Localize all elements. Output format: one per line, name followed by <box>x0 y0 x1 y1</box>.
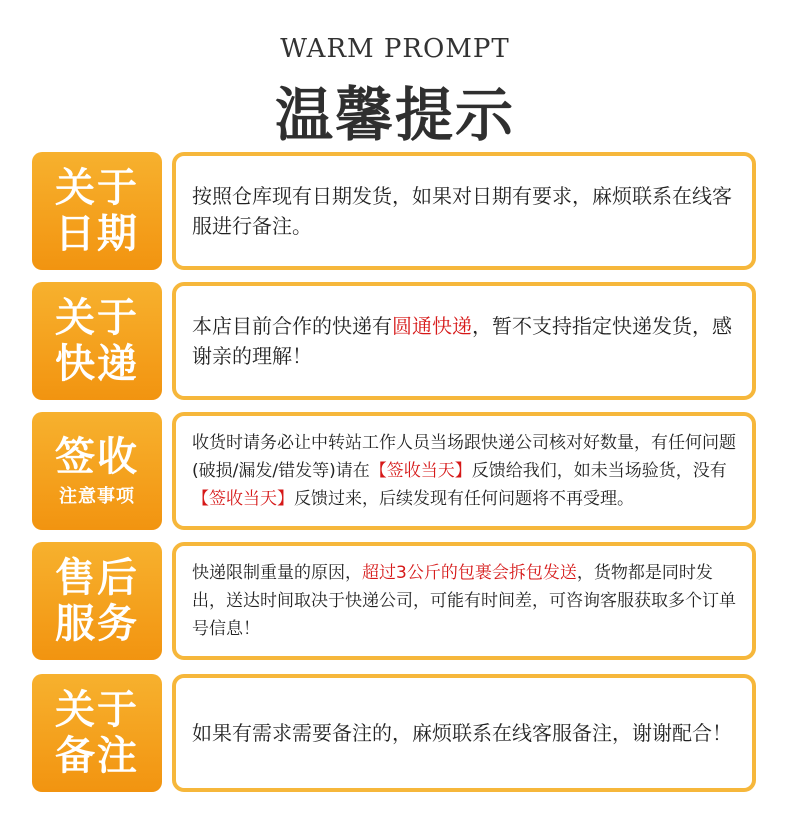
tag-line1: 售后 <box>55 554 139 601</box>
notice-box-aftersales <box>172 542 756 660</box>
highlight-signing-day: 【签收当天】 <box>369 461 472 481</box>
tag-line2: 备注 <box>55 732 139 779</box>
notice-text-part: 按照仓库现有日期发货，如果对日期有要求，麻烦联系在线客服进行备注。 <box>192 184 732 238</box>
highlight-courier: 圆通快递 <box>392 314 472 338</box>
notice-text-part: 快递限制重量的原因， <box>192 563 362 583</box>
tag-receipt <box>32 412 162 530</box>
tag-small: 注意事项 <box>59 486 135 507</box>
notice-box-express <box>172 282 756 400</box>
tag-express <box>32 282 162 400</box>
notice-box-receipt <box>172 412 756 530</box>
notice-text-part: 收货时请务必让中转站工作人员当场跟快递公司核对好数量，有任何问题(破损/漏发/错发等)请在 <box>192 433 736 481</box>
tag-line2: 日期 <box>55 210 139 257</box>
notice-row-date <box>32 152 756 270</box>
notice-text-part: ，暂不支持指定快递发货，感谢亲的理解！ <box>192 314 732 368</box>
notice-text-part: 本店目前合作的快递有 <box>192 314 392 338</box>
tag-date <box>32 152 162 270</box>
highlight-weight-limit: 超过3公斤的包裹会拆包发送 <box>362 563 577 583</box>
tag-line1: 关于 <box>55 164 139 211</box>
notice-text-part: 反馈给我们，如未当场验货，没有 <box>471 461 727 481</box>
tag-line2: 服务 <box>55 600 139 647</box>
tag-aftersales <box>32 542 162 660</box>
notice-text <box>192 311 736 371</box>
header <box>0 0 790 150</box>
notice-row-remarks <box>32 674 756 792</box>
highlight-signing-day: 【签收当天】 <box>192 489 294 509</box>
header-english-title: WARM PROMPT <box>280 34 510 64</box>
notice-row-receipt <box>32 412 756 530</box>
notice-text-part: 反馈过来，后续发现有任何问题将不再受理。 <box>294 489 634 509</box>
notice-text <box>192 429 736 513</box>
notice-box-remarks <box>172 674 756 792</box>
notice-row-express <box>32 282 756 400</box>
notice-text <box>192 181 736 241</box>
tag-line2: 快递 <box>55 340 139 387</box>
notice-row-aftersales <box>32 542 756 660</box>
notice-text <box>192 718 732 748</box>
notice-text-part: ，货物都是同时发出，送达时间取决于快递公司，可能有时间差，可咨询客服获取多个订单号信息！ <box>192 563 736 639</box>
header-chinese-title: 温馨提示 <box>274 81 515 149</box>
notice-text <box>192 559 736 643</box>
tag-remarks <box>32 674 162 792</box>
tag-line1: 关于 <box>55 686 139 733</box>
notice-text-part: 如果有需求需要备注的，麻烦联系在线客服备注，谢谢配合！ <box>192 721 732 745</box>
tag-big: 签收 <box>55 433 139 480</box>
notice-box-date <box>172 152 756 270</box>
tag-line1: 关于 <box>55 294 139 341</box>
